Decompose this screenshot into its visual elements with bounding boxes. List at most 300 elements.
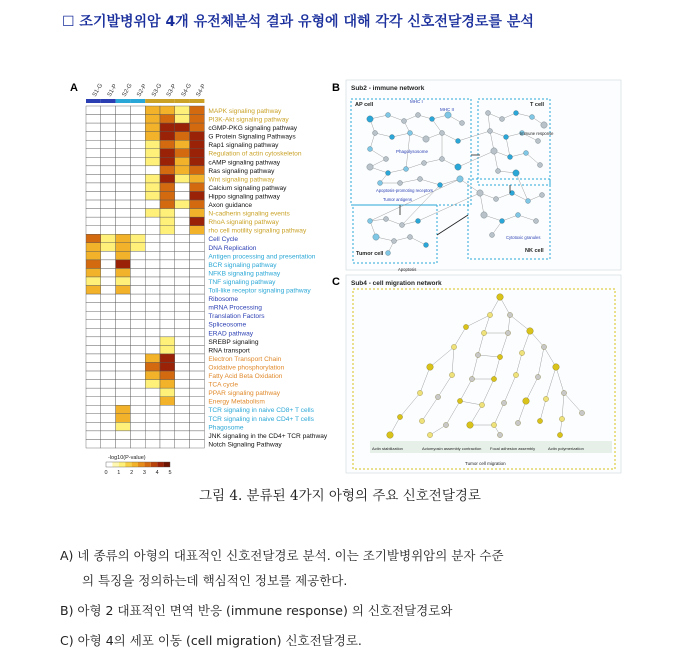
heatmap-cell <box>116 234 131 243</box>
heatmap-cell <box>190 354 205 363</box>
network-node <box>367 116 373 122</box>
network-node <box>505 330 510 335</box>
network-node <box>491 148 497 154</box>
heatmap-cell <box>101 294 116 303</box>
panel-c-label: C <box>332 276 340 288</box>
heatmap-cell <box>145 226 160 235</box>
pathway-label: Ras signaling pathway <box>208 167 275 175</box>
legend-swatch <box>138 462 144 467</box>
network-node <box>417 390 422 395</box>
heatmap-cell <box>130 209 145 218</box>
pathway-label: Spliceosome <box>208 321 247 329</box>
column-group-bar <box>101 99 116 103</box>
network-node <box>408 235 413 240</box>
heatmap-cell <box>86 166 101 175</box>
heatmap-cell <box>175 226 190 235</box>
pathway-label: Hippo signaling pathway <box>208 193 280 201</box>
heatmap-cell <box>86 286 101 295</box>
network-node <box>486 111 491 116</box>
pathway-label: Fatty Acid Beta Oxidation <box>208 373 283 380</box>
network-node <box>538 163 543 168</box>
heatmap-cell <box>86 431 101 440</box>
heatmap-cell <box>130 260 145 269</box>
heatmap-cell <box>175 328 190 337</box>
heatmap-cell <box>145 431 160 440</box>
network-node <box>390 135 395 140</box>
heatmap-cell <box>116 337 131 346</box>
heatmap-cell <box>175 422 190 431</box>
network-node <box>424 243 429 248</box>
heatmap-cell <box>86 388 101 397</box>
heatmap-cell <box>145 192 160 201</box>
heatmap-cell <box>145 234 160 243</box>
network-node <box>455 164 461 170</box>
heatmap-cell <box>145 217 160 226</box>
legend-tick: 1 <box>117 470 121 476</box>
heatmap-cell <box>175 311 190 320</box>
network-node <box>387 432 394 439</box>
heatmap-cell <box>190 268 205 277</box>
heatmap-cell <box>145 200 160 209</box>
heatmap-cell <box>190 209 205 218</box>
heatmap-cell <box>160 140 175 149</box>
heatmap-cell <box>160 345 175 354</box>
heatmap-cell <box>101 320 116 329</box>
mhc2-label: MHC II <box>440 107 454 112</box>
network-node <box>530 115 535 120</box>
column-header: S2-P <box>136 83 149 98</box>
heatmap-cell <box>175 363 190 372</box>
heatmap-cell <box>130 140 145 149</box>
heatmap-cell <box>190 414 205 423</box>
heatmap-cell <box>116 183 131 192</box>
column-group-bar <box>190 99 205 103</box>
heatmap-cell <box>101 183 116 192</box>
heatmap-cell <box>160 431 175 440</box>
heatmap-cell <box>175 166 190 175</box>
network-node <box>501 400 506 405</box>
heatmap-cell <box>190 106 205 115</box>
heatmap-cell <box>175 243 190 252</box>
heatmap-cell <box>86 268 101 277</box>
network-node <box>373 234 379 240</box>
pathway-label: Electron Transport Chain <box>208 355 282 363</box>
network-node <box>449 372 454 377</box>
heatmap-cell <box>160 200 175 209</box>
heatmap-cell <box>101 209 116 218</box>
heatmap-cell <box>116 268 131 277</box>
heatmap-cell <box>160 115 175 124</box>
pathway-label: PPAR signaling pathway <box>208 390 281 398</box>
heatmap-cell <box>190 140 205 149</box>
network-node <box>527 328 534 335</box>
pathway-label: RNA transport <box>208 347 250 355</box>
heatmap-cell <box>116 174 131 183</box>
heatmap-cell <box>86 277 101 286</box>
network-node <box>386 113 391 118</box>
heatmap-cell <box>190 303 205 312</box>
network-node <box>494 197 499 202</box>
heatmap-cell <box>116 303 131 312</box>
heatmap-cell <box>160 422 175 431</box>
heatmap-cell <box>130 115 145 124</box>
heatmap-cell <box>130 268 145 277</box>
network-node <box>500 219 505 224</box>
heatmap-cell <box>86 405 101 414</box>
column-group-bar <box>130 99 145 103</box>
heatmap-cell <box>116 397 131 406</box>
heatmap-cell <box>145 251 160 260</box>
network-node <box>469 376 474 381</box>
heatmap-cell <box>175 192 190 201</box>
heatmap-cell <box>190 286 205 295</box>
column-group-bar <box>86 99 101 103</box>
heatmap-cell <box>101 157 116 166</box>
network-node <box>408 131 413 136</box>
heatmap-cell <box>130 320 145 329</box>
apoptosis-receptors-label: Apoptosis-promoting receptors <box>376 188 434 193</box>
heatmap-cell <box>190 149 205 158</box>
heatmap-cell <box>130 174 145 183</box>
heatmap-cell <box>130 106 145 115</box>
heatmap-cell <box>160 217 175 226</box>
heatmap-cell <box>130 123 145 132</box>
heatmap-cell <box>116 286 131 295</box>
heatmap-cell <box>160 337 175 346</box>
heatmap-cell <box>190 380 205 389</box>
heatmap-cell <box>101 260 116 269</box>
figure <box>70 75 630 477</box>
network-node <box>418 177 423 182</box>
paragraph-a: A) 네 종류의 아형의 대표적인 신호전달경로 분석. 이는 조기발병위암의 분자 수준 <box>60 548 504 563</box>
heatmap-cell <box>101 371 116 380</box>
heatmap-cell <box>175 260 190 269</box>
heatmap-cell <box>145 371 160 380</box>
heatmap-cell <box>145 303 160 312</box>
network-node <box>541 122 547 128</box>
heatmap-cell <box>160 209 175 218</box>
network-node <box>438 183 443 188</box>
heatmap-cell <box>86 337 101 346</box>
heatmap-cell <box>145 320 160 329</box>
network-node <box>386 171 391 176</box>
heatmap-cell <box>101 226 116 235</box>
pathway-label: ERAD pathway <box>208 330 254 338</box>
network-node <box>477 190 483 196</box>
heatmap-cell <box>86 234 101 243</box>
heatmap-cell <box>190 363 205 372</box>
legend-swatch <box>119 462 125 467</box>
heatmap-cell <box>116 200 131 209</box>
heatmap-cell <box>130 328 145 337</box>
heatmap-cell <box>190 260 205 269</box>
network-node <box>537 418 542 423</box>
heatmap-cell <box>130 192 145 201</box>
heatmap-cell <box>86 363 101 372</box>
heatmap-cell <box>101 234 116 243</box>
heatmap-cell <box>130 337 145 346</box>
heatmap-cell <box>86 422 101 431</box>
heatmap-cell <box>86 123 101 132</box>
heatmap-cell <box>160 354 175 363</box>
heatmap-cell <box>190 183 205 192</box>
heatmap-cell <box>175 303 190 312</box>
pathway-label: Cell Cycle <box>208 236 239 244</box>
heatmap-cell <box>175 277 190 286</box>
heatmap-cell <box>86 320 101 329</box>
network-node <box>504 135 509 140</box>
heatmap-cell <box>86 328 101 337</box>
heatmap-cell <box>130 371 145 380</box>
heatmap-cell <box>101 431 116 440</box>
sub2-title: Sub2 - immune network <box>351 85 425 92</box>
heatmap-cell <box>116 363 131 372</box>
heatmap-cell <box>145 174 160 183</box>
heatmap-cell <box>175 294 190 303</box>
network-node <box>479 402 484 407</box>
heatmap-cell <box>130 311 145 320</box>
heatmap-cell <box>145 260 160 269</box>
heatmap-cell <box>130 405 145 414</box>
heatmap-cell <box>190 157 205 166</box>
legend-swatch <box>164 462 170 467</box>
heatmap-cell <box>101 192 116 201</box>
legend-title: -log10(P-value) <box>108 455 146 461</box>
heatmap-cell <box>101 149 116 158</box>
heatmap-cell <box>116 260 131 269</box>
heatmap-cell <box>116 422 131 431</box>
heatmap-cell <box>116 140 131 149</box>
heatmap-cell <box>190 431 205 440</box>
heatmap-cell <box>130 234 145 243</box>
heatmap-cell <box>175 132 190 141</box>
tumor-cell-label: Tumor cell <box>356 251 384 257</box>
heatmap-cell <box>160 388 175 397</box>
heatmap-cell <box>86 200 101 209</box>
heatmap-cell <box>101 345 116 354</box>
nk-cell-label: NK cell <box>525 248 544 254</box>
actomyosin-label: Actomyosin assembly contraction <box>422 446 482 451</box>
column-group-bar <box>175 99 190 103</box>
heatmap-cell <box>160 174 175 183</box>
phagolysosome-label: Phagolysosome <box>396 149 429 154</box>
heatmap-cell <box>86 217 101 226</box>
immune-network-diagram <box>346 80 621 272</box>
network-node <box>427 432 432 437</box>
heatmap-cell <box>86 311 101 320</box>
pathway-label: Phagosome <box>208 424 244 432</box>
heatmap-cell <box>101 303 116 312</box>
heatmap-cell <box>190 277 205 286</box>
heatmap-cell <box>116 209 131 218</box>
heatmap-cell <box>160 157 175 166</box>
heatmap-cell <box>160 132 175 141</box>
heatmap-cell <box>86 251 101 260</box>
pathway-label: BCR signaling pathway <box>208 261 277 269</box>
network-node <box>487 312 492 317</box>
legend-tick: 2 <box>130 470 134 476</box>
heatmap-cell <box>145 149 160 158</box>
heatmap-cell <box>160 363 175 372</box>
heatmap-cell <box>190 345 205 354</box>
heatmap-cell <box>101 397 116 406</box>
heatmap-cell <box>86 132 101 141</box>
heatmap-cell <box>160 328 175 337</box>
heatmap-cell <box>130 251 145 260</box>
heatmap-cell <box>190 251 205 260</box>
heatmap-cell <box>145 439 160 448</box>
network-node <box>526 199 531 204</box>
heatmap-cell <box>130 388 145 397</box>
heatmap-cell <box>86 303 101 312</box>
heatmap-cell <box>175 414 190 423</box>
pathway-label: cAMP signaling pathway <box>208 159 281 167</box>
panel-a-label: A <box>70 82 78 94</box>
heatmap-cell <box>145 363 160 372</box>
network-node <box>416 113 421 118</box>
heatmap <box>86 106 204 448</box>
heatmap-cell <box>175 174 190 183</box>
heatmap-cell <box>116 277 131 286</box>
network-node <box>435 394 440 399</box>
heatmap-cell <box>175 431 190 440</box>
section-title: ☐ 조기발병위암 4개 유전체분석 결과 유형에 대해 각각 신호전달경로를 분석 <box>62 14 534 30</box>
pathway-label: Energy Metabolism <box>208 398 265 406</box>
heatmap-cell <box>116 431 131 440</box>
heatmap-cell <box>116 157 131 166</box>
heatmap-cell <box>101 200 116 209</box>
actin-stabilization-label: Actin stabilization <box>372 446 403 451</box>
focal-adhesion-label: Focal adhesion assembly <box>490 446 536 451</box>
heatmap-cell <box>160 123 175 132</box>
heatmap-cell <box>160 226 175 235</box>
actin-polymerization-label: Actin polymerization <box>548 446 584 451</box>
heatmap-cell <box>86 174 101 183</box>
heatmap-cell <box>86 157 101 166</box>
paragraph-a-continued: 의 특징을 정의하는데 핵심적인 정보를 제공한다. <box>82 573 348 588</box>
network-node <box>497 294 504 301</box>
legend-tick: 4 <box>155 470 159 476</box>
legend-swatch <box>125 462 131 467</box>
paragraph-c: C) 아형 4의 세포 이동 (cell migration) 신호전달경로. <box>60 633 362 648</box>
pathway-label: PI3K-Akt signaling pathway <box>208 116 289 124</box>
heatmap-cell <box>190 123 205 132</box>
heatmap-cell <box>116 123 131 132</box>
heatmap-cell <box>86 260 101 269</box>
immune-response-label: Immune response <box>520 131 554 136</box>
paragraph-b: B) 아형 2 대표적인 면역 반응 (immune response) 의 신호전달경로와 <box>60 603 453 618</box>
heatmap-cell <box>145 268 160 277</box>
network-node <box>445 112 451 118</box>
heatmap-cell <box>116 166 131 175</box>
heatmap-cell <box>116 149 131 158</box>
network-node <box>440 131 445 136</box>
heatmap-cell <box>86 354 101 363</box>
heatmap-cell <box>190 388 205 397</box>
heatmap-cell <box>145 294 160 303</box>
column-group-bar <box>160 99 175 103</box>
heatmap-cell <box>190 226 205 235</box>
heatmap-cell <box>160 243 175 252</box>
heatmap-cell <box>86 243 101 252</box>
heatmap-cell <box>160 166 175 175</box>
heatmap-cell <box>130 217 145 226</box>
column-header: S3-P <box>165 83 178 98</box>
heatmap-cell <box>86 183 101 192</box>
heatmap-cell <box>145 405 160 414</box>
network-node <box>400 223 405 228</box>
pathway-label: Calcium signaling pathway <box>208 184 287 192</box>
heatmap-cell <box>101 414 116 423</box>
pathway-label: G Protein Signaling Pathways <box>208 133 296 141</box>
network-node <box>451 344 456 349</box>
heatmap-cell <box>130 243 145 252</box>
network-node <box>467 422 474 429</box>
heatmap-cell <box>86 106 101 115</box>
pathway-label: Notch Signaling Pathway <box>208 441 282 449</box>
heatmap-cell <box>175 209 190 218</box>
legend-tick: 5 <box>168 470 172 476</box>
heatmap-cell <box>160 414 175 423</box>
heatmap-cell <box>190 294 205 303</box>
pathway-label: TCA cycle <box>208 381 239 389</box>
heatmap-cell <box>145 354 160 363</box>
heatmap-cell <box>130 157 145 166</box>
network-node <box>397 414 402 419</box>
network-node <box>384 217 389 222</box>
heatmap-cell <box>116 320 131 329</box>
pathway-label: Wnt signaling pathway <box>208 176 275 184</box>
heatmap-cell <box>116 405 131 414</box>
legend-tick: 3 <box>142 470 146 476</box>
heatmap-cell <box>145 422 160 431</box>
heatmap-cell <box>160 234 175 243</box>
network-node <box>402 119 407 124</box>
heatmap-cell <box>145 183 160 192</box>
heatmap-cell <box>130 354 145 363</box>
heatmap-cell <box>116 115 131 124</box>
tumor-antigens-label: Tumor antigens <box>383 197 412 202</box>
heatmap-cell <box>175 200 190 209</box>
heatmap-cell <box>175 251 190 260</box>
heatmap-cell <box>145 277 160 286</box>
heatmap-cell <box>86 294 101 303</box>
heatmap-cell <box>116 439 131 448</box>
network-node <box>513 170 519 176</box>
heatmap-cell <box>101 106 116 115</box>
network-node <box>384 157 389 162</box>
heatmap-cell <box>130 286 145 295</box>
heatmap-cell <box>190 166 205 175</box>
heatmap-cell <box>190 320 205 329</box>
heatmap-cell <box>145 115 160 124</box>
heatmap-cell <box>101 217 116 226</box>
network-node <box>392 239 397 244</box>
heatmap-cell <box>116 354 131 363</box>
ap-cell-label: AP cell <box>355 102 374 108</box>
heatmap-cell <box>116 226 131 235</box>
heatmap-cell <box>130 303 145 312</box>
legend-tick: 0 <box>104 470 108 476</box>
pathway-label: cGMP-PKG signaling pathway <box>208 125 298 133</box>
heatmap-cell <box>175 106 190 115</box>
heatmap-cell <box>190 311 205 320</box>
heatmap-cell <box>101 337 116 346</box>
t-cell-label: T cell <box>530 102 545 108</box>
heatmap-cell <box>190 405 205 414</box>
heatmap-cell <box>101 405 116 414</box>
heatmap-cell <box>160 286 175 295</box>
